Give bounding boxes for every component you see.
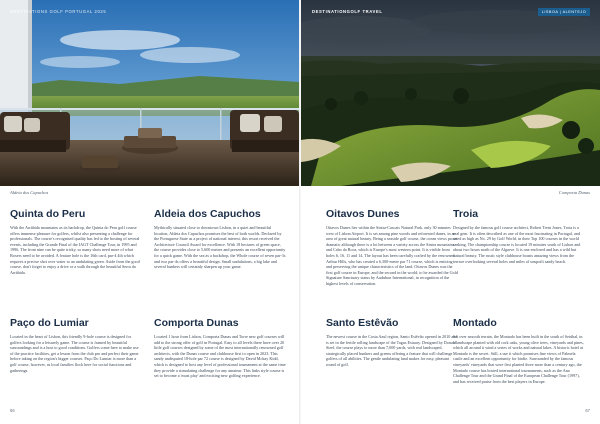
article-body: Set over smooth terrain, the Montado has been built in the south of Setúbal, in a landscape planted with old cork oaks, young olive trees, vineyards and pines, which all around it wind a series of works and natural lakes. A historic hotel at Montado is the secret. Still, a use it which promises fine views of Palmela castle and an excellent opportunity for birdie. Surrounded by the famous vineyards' vineyards that were first planted three more than a century ago, the Montado course has hosted international tournaments, such as the Ana Challenge Tour and the Grand Final of the European Challenge Tour (1997), and has received praise from the best players in Europe. xyxy=(453,334,584,384)
article-paco-do-lumiar xyxy=(10,317,142,373)
article-body: Designed by the famous golf course architect, Robert Trent Jones, Troia is a real gem. It is often described as one of the most fascinating in Portugal, and rated as high as No. 29 by Golf World, in their Top 100 courses in the world ranking. The championship course is located 19 minutes south of Lisbon and about two hours north of the Algarve. It is one enclosed and has a wild but natural beauty. The rustic style clubhouse boasts amazing views from the terrace overlooking several holes and miles of unspoilt sandy beach. xyxy=(453,225,581,264)
dunes-course-illustration xyxy=(301,0,600,186)
article-body: Mythically situated close to downtown Lisbon, in a quiet and beautiful location, Aldeia dos Capuchos promises the best of both worlds. Declared by the Portuguese State as a project of national interest, this resort received the Architecture Council Award for excellence. With 18 hectares of green space, the course provides close to 5,600 metres and presents an excellent opportunity for a quick game. With the sea as a backdrop, the Whole course of seven par-3s and two par-4s offers a beautiful design. Small undulations, a big lake and several bunkers will certainly sharpen up your game. xyxy=(154,225,286,270)
right-running-head: DESTINATIONGOLF TRAVEL xyxy=(312,9,383,14)
spread-spine xyxy=(299,0,301,424)
right-photo-caption: Comporta Dunas xyxy=(558,190,590,195)
left-photo-caption: Aldeia dos Capuchos xyxy=(10,190,49,195)
article-comporta-dunas xyxy=(154,317,286,379)
article-title: Aldeia dos Capuchos xyxy=(154,208,261,220)
right-page-number: 67 xyxy=(585,408,590,413)
article-aldeia-dos-capuchos xyxy=(154,208,286,270)
article-body: Located 1 hour from Lisbon, Comporta Dunas and Torre new golf courses will add to the strong offer of golf in Portugal. Easy to all levels there have over 20 little golf courses designed by some of the most internationally renowned golf architects, with the Dunas course and clubhouse first to open in 2023. This sandy undisputed 18-hole par 72 course is designed by David Mckay Kidd, which is designed to host any level of professional tournament at the same time they provide a stimulating challenge for any amateur. This links style course is set to become a 'must play' and exciting new golfing experience. xyxy=(154,334,286,379)
article-title: Comporta Dunas xyxy=(154,317,239,329)
article-title: Santo Estêvão xyxy=(326,317,399,329)
article-body: Oitavos Dunes lies within the Sintra-Cascais Natural Park, only 30 minutes west of Lisbon Airport. It is set among pine woods and reforested dunes, in an area of great natural beauty. Being a seaside golf course, the ocean views prove dramatic although there is a lot between a variety across the Sintra mountains and Cabo da Roca, which is Europe's most western point. It is visible from holes 6, 16, 11 and 14. The layout has been carefully crafted by the renowned Arthur Hills, who has created a 6,300-metre par 71 course, which is enticing and preserving the unique characteristics of the land. Oitavos Dunes was the first golf course in Europe, and the second in the world, to be awarded the Gold Signature Sanctuary status by Audubon International, in recognition of the highest levels of conservation. xyxy=(326,225,458,286)
article-troia xyxy=(453,208,585,264)
article-body: Located in the heart of Lisbon, this friendly 9-hole course is designed for golfers looking for a leisurely game. The course is framed by beautiful surroundings and is a host to good conditions. Golfers come here to make use of the practice facilities, get a lesson from the club pro and perfect their game before taking on the region's bigger courses. Paço Do Lumiar is more than a golf course, however, as local families flock here for social functions and gatherings. xyxy=(10,334,139,373)
left-page-number: 66 xyxy=(10,408,15,413)
section-tag: LISBOA | ALENTEJO xyxy=(538,8,590,16)
article-body: The newest course in the Costa Azul region, Santo Estêvão opened in 2010 and is set in the fertile rolling landscape of the Tagus Estuary. Designed by Donald Steel, the course plays to more than 7,000 yards, with real landscaped, strategically placed bunkers and greens offering a feature that will challenge golfers of all abilities. The gentle undulating land makes for easy, pleasant round of golf. xyxy=(326,334,458,367)
article-title: Troia xyxy=(453,208,479,220)
terrace-illustration xyxy=(0,0,299,186)
article-title: Paço do Lumiar xyxy=(10,317,89,329)
article-body: With the Arrábida mountains as its backdrop, the Quinta do Peru golf course offers immense pleasure for golfers, whilst also presenting a challenge for professionals. The course's recognised quality has led to the hosting of several events, including the Grande Final of the IAGT Challenge Tour, in 1995 and 1996. The front nine can be quite tricky, so many shots need more of what Boxers need to be avoided. A feature hole is the 16th card, par-4 4th which requires a precise shot over water to an undulating green. Aside from the good course, don't forget to enjoy a drive or a walk through the beautiful Serra da Arrábida. xyxy=(10,225,140,275)
left-running-head: DESTINATIONS GOLF PORTUGAL 2025 xyxy=(10,9,107,14)
comporta-dunas-photo xyxy=(301,0,600,186)
article-oitavos-dunes xyxy=(326,208,458,287)
article-title: Oitavos Dunes xyxy=(326,208,400,220)
article-montado xyxy=(453,317,585,384)
article-quinta-do-peru xyxy=(10,208,142,275)
article-title: Montado xyxy=(453,317,497,329)
aldeia-dos-capuchos-photo xyxy=(0,0,299,186)
article-title: Quinta do Peru xyxy=(10,208,86,220)
article-santo-estevao xyxy=(326,317,458,368)
